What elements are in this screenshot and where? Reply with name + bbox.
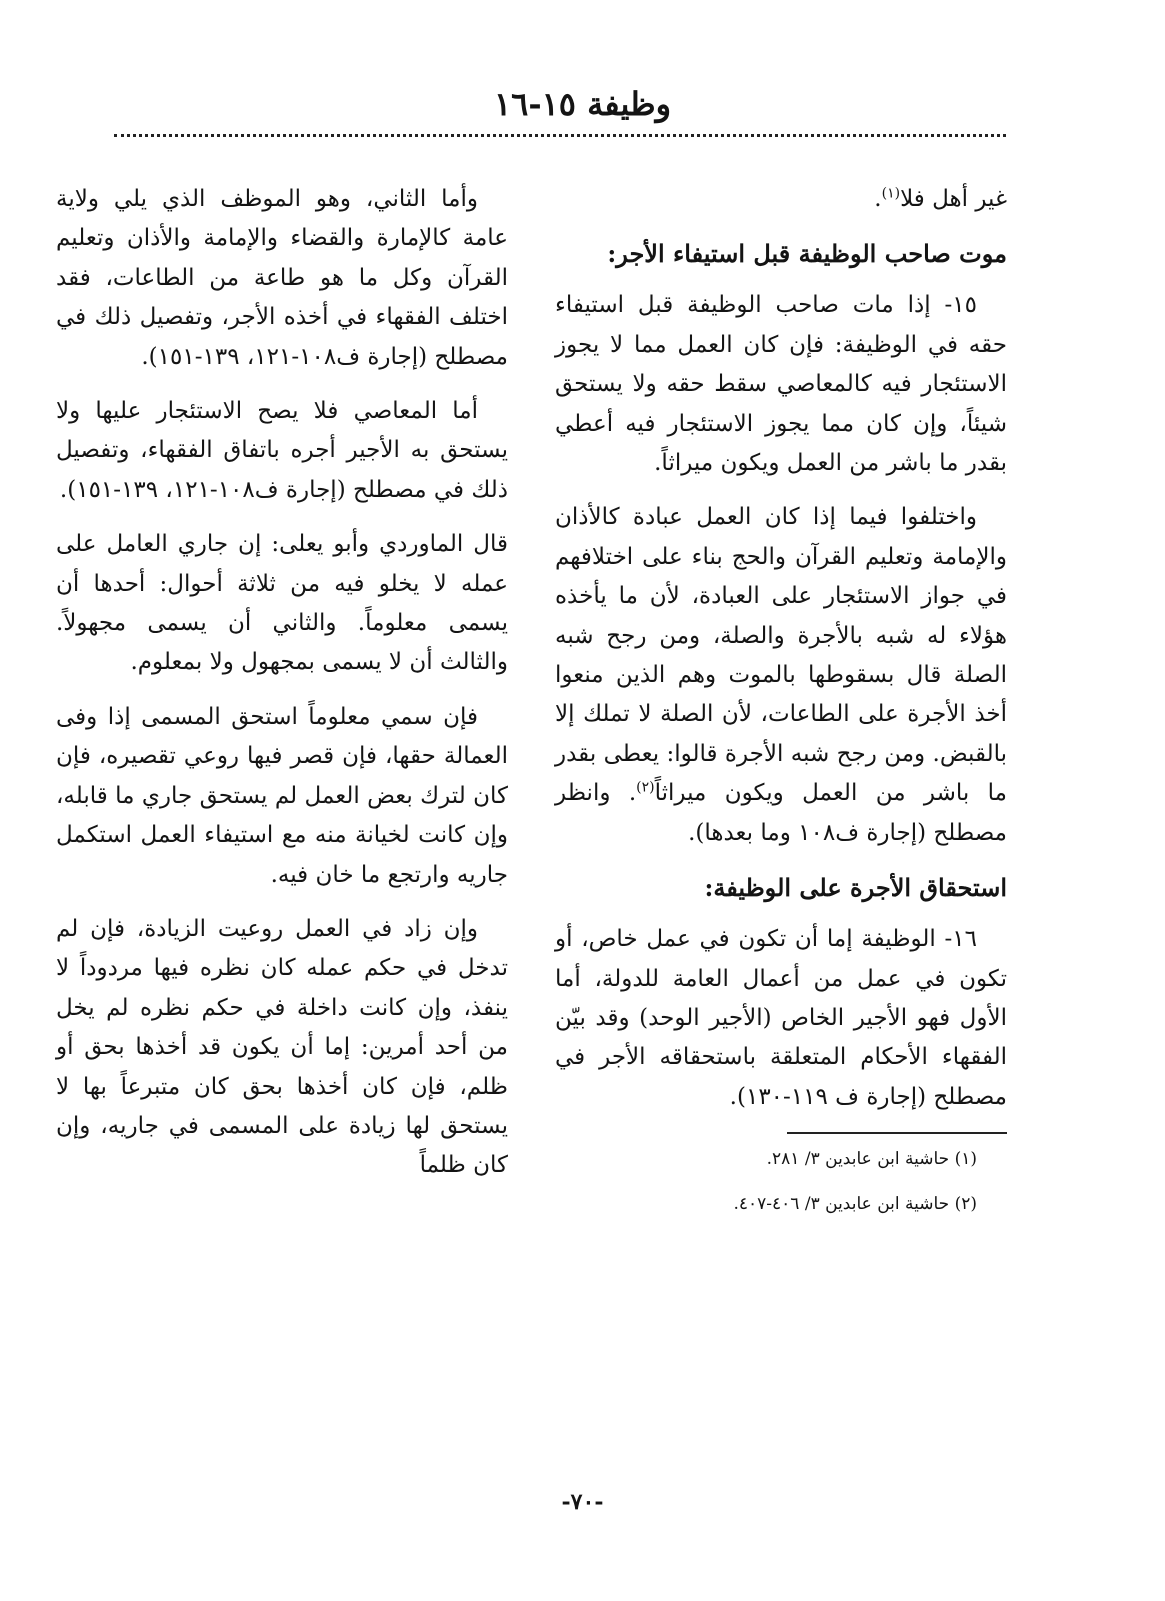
- paragraph-15: ١٥- إذا مات صاحب الوظيفة قبل استيفاء حقه في الوظيفة: فإن كان العمل مما لا يجوز الاستئجار فيه كالمعاصي سقط حقه ولا يستحق شيئاً، وإن كان مما يجوز الاستئجار فيه أعطي بقدر ما باشر من العمل ويكون ميراثاً.: [555, 292, 1007, 477]
- paragraph-sins: أما المعاصي فلا يصح الاستئجار عليها ولا يستحق به الأجير أجره باتفاق الفقهاء، وتفصيل ذلك في مصطلح (إجارة ف١٠٨-١٢١، ١٣٩-١٥١).: [56, 398, 508, 503]
- footnote-ref-1[interactable]: (١): [881, 185, 901, 202]
- footnote-1: (١) حاشية ابن عابدين ٣/ ٢٨١.: [766, 1149, 977, 1170]
- footnote-separator: [787, 1132, 1007, 1134]
- paragraph-end: .: [874, 186, 882, 212]
- paragraph-text: واختلفوا فيما إذا كان العمل عبادة كالأذان والإمامة وتعليم القرآن والحج بناء على اختلافهم في جواز الاستئجار على العبادة، لأن ما يأخذه هؤلاء له شبه بالأجرة والصلة، ومن رجح شبه الصلة قال بسقوطها بالموت وهم الذين منعوا أخذ الأجرة على الطاعات، لأن الصلة لا تملك إلا بالقبض. ومن رجح شبه الأجرة قالوا: يعطى بقدر ما باشر من العمل ويكون ميراثاً: [555, 504, 1007, 807]
- header-dotted-rule: [114, 134, 1006, 137]
- paragraph-continuation: [555, 180, 1007, 219]
- paragraph-mawardi: قال الماوردي وأبو يعلى: إن جاري العامل على عمله لا يخلو فيه من ثلاثة أحوال: أحدها أن يسمى معلوماً. والثاني أن يسمى مجهولاً. والثالث أن لا يسمى بمجهول ولا بمعلوم.: [56, 531, 508, 676]
- footnote-ref-2[interactable]: (٢): [636, 779, 655, 796]
- section-heading-death: موت صاحب الوظيفة قبل استيفاء الأجر:: [607, 239, 1007, 269]
- paragraph-named-known: فإن سمي معلوماً استحق المسمى إذا وفى العمالة حقها، فإن قصر فيها روعي تقصيره، فإن كان لترك بعض العمل لم يستحق جاري ما قابله، وإن كانت لخيانة منه مع استيفاء العمل استكمل جاريه وارتجع ما خان فيه.: [56, 703, 508, 888]
- paragraph-second-type: وأما الثاني، وهو الموظف الذي يلي ولاية عامة كالإمارة والقضاء والإمامة والأذان وتعليم القرآن وكل ما هو طاعة من الطاعات، فقد اختلف الفقهاء في أخذه الأجر، وتفصيل ذلك في مصطلح (إجارة ف١٠٨-١٢١، ١٣٩-١٥١).: [56, 186, 508, 370]
- paragraph-text: غير أهل فلا: [900, 186, 1007, 212]
- right-column: [555, 180, 1007, 1234]
- paragraph-worship: [555, 498, 1007, 853]
- paragraph-increase: وإن زاد في العمل روعيت الزيادة، فإن لم تدخل في حكم عمله كان نظره فيها مردوداً لا ينفذ، وإن كانت داخلة في حكم نظره لم يخل من أحد أمرين: إما أن يكون قد أخذها بحق أو ظلم، فإن كان أخذها بحق كان متبرعاً بها لا يستحق لها زيادة على المسمى في جاريه، وإن كان ظلماً: [56, 915, 508, 1179]
- page-number: -٧٠-: [561, 1489, 604, 1515]
- paragraph-16: ١٦- الوظيفة إما أن تكون في عمل خاص، أو تكون في عمل من أعمال العامة للدولة، أما الأول فهو الأجير الخاص (الأجير الوحد) وقد بيّن الفقهاء الأحكام المتعلقة باستحقاقه الأجر في مصطلح (إجارة ف ١١٩-١٣٠).: [555, 926, 1007, 1110]
- left-column: [56, 180, 508, 1201]
- section-heading-entitlement: استحقاق الأجرة على الوظيفة:: [704, 873, 1007, 903]
- footnote-2: (٢) حاشية ابن عابدين ٣/ ٤٠٦-٤٠٧.: [733, 1194, 977, 1215]
- paragraph-end: . وانظر مصطلح (إجارة ف١٠٨ وما بعدها).: [555, 780, 1007, 846]
- running-head-title: وظيفة ١٥-١٦: [493, 85, 672, 123]
